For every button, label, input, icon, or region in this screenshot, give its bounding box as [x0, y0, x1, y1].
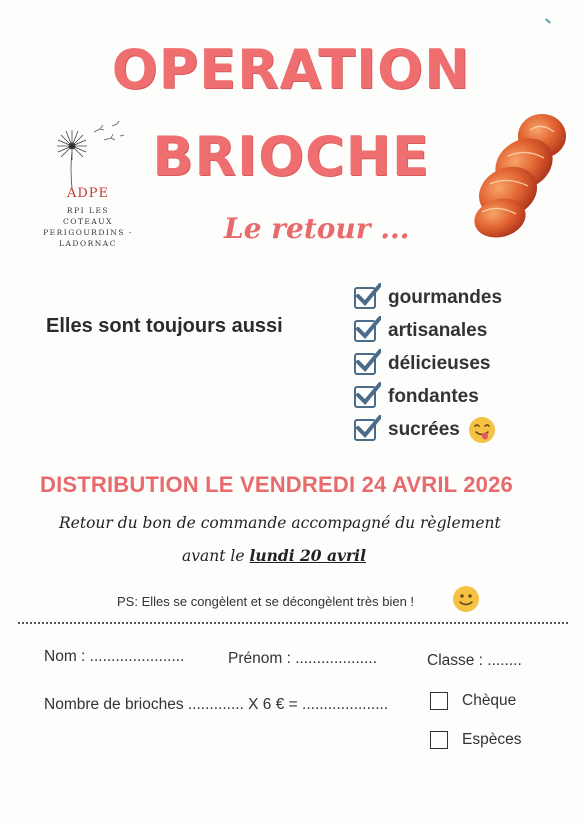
page-subtitle: Le retour ... — [224, 212, 410, 245]
nom-field[interactable]: Nom : ...................... — [44, 648, 185, 665]
payment-label: Espèces — [462, 731, 522, 748]
checked-box-icon — [354, 386, 376, 408]
logo-name: ADPE — [66, 186, 110, 201]
dandelion-logo-icon — [42, 118, 142, 188]
cut-line — [18, 622, 568, 624]
checked-box-icon — [354, 419, 376, 441]
logo-line1: RPI LES — [66, 206, 110, 215]
quality-label: artisanales — [388, 320, 488, 341]
quality-label: sucrées — [388, 419, 460, 440]
scan-mark — [545, 18, 551, 23]
especes-checkbox[interactable] — [430, 731, 448, 749]
yum-face-icon — [468, 416, 496, 444]
qualities-lead: Elles sont toujours aussi — [46, 315, 283, 337]
payment-option-cheque[interactable] — [430, 692, 516, 710]
checked-box-icon — [354, 287, 376, 309]
page-title-line2: BRIOCHE — [152, 125, 430, 188]
return-deadline-prefix: avant le — [182, 547, 245, 565]
cheque-checkbox[interactable] — [430, 692, 448, 710]
return-instruction: Retour du bon de commande accompagné du règlement — [59, 514, 501, 532]
smiley-icon — [452, 585, 480, 613]
classe-field[interactable]: Classe : ........ — [427, 652, 522, 669]
quality-label: gourmandes — [388, 287, 503, 308]
payment-label: Chèque — [462, 692, 517, 709]
brioche-icon — [468, 108, 570, 240]
page-title-line1: OPERATION — [111, 38, 471, 101]
quality-item — [354, 284, 502, 312]
quality-item — [354, 383, 479, 411]
quality-item — [354, 416, 496, 444]
logo-line4: LADORNAC — [59, 239, 117, 248]
logo-line2: COTEAUX — [63, 217, 113, 226]
return-deadline — [182, 546, 366, 565]
distribution-headline: DISTRIBUTION LE VENDREDI 24 AVRIL 2026 — [40, 472, 513, 497]
payment-option-especes[interactable] — [430, 731, 521, 749]
quality-label: délicieuses — [388, 353, 491, 374]
checked-box-icon — [354, 320, 376, 342]
quantity-field[interactable]: Nombre de brioches ............. X 6 € = .................... — [44, 696, 389, 713]
quality-label: fondantes — [388, 386, 479, 407]
prenom-field[interactable]: Prénom : ................... — [228, 650, 378, 667]
return-deadline-date: lundi 20 avril — [249, 546, 366, 565]
ps-note: PS: Elles se congèlent et se décongèlent très bien ! — [117, 594, 415, 609]
logo-line3: PERIGOURDINS - — [43, 228, 133, 237]
checked-box-icon — [354, 353, 376, 375]
quality-item — [354, 317, 487, 345]
quality-item — [354, 350, 490, 378]
